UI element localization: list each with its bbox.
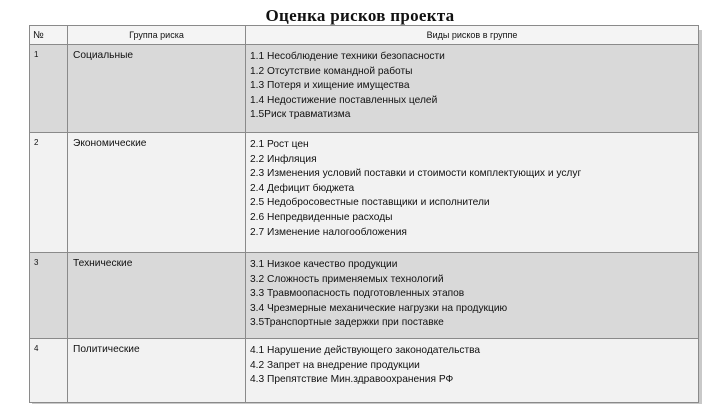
risk-item: 1.4 Недостижение поставленных целей (250, 94, 438, 106)
risk-item: 4.3 Препятствие Мин.здравоохранения РФ (250, 374, 454, 386)
page-title: Оценка рисков проекта (265, 6, 455, 25)
table-row (30, 339, 699, 403)
risk-item: 1.3 Потеря и хищение имущества (250, 80, 410, 92)
risk-group: Политические (68, 339, 246, 403)
risk-item: 1.2 Отсутствие командной работы (250, 65, 413, 77)
risk-types (246, 339, 699, 403)
risk-types (246, 45, 699, 133)
header-types: Виды рисков в группе (246, 26, 699, 45)
risk-item: 2.6 Непредвиденные расходы (250, 211, 393, 223)
risk-item: 3.1 Низкое качество продукции (250, 259, 398, 270)
table-header-row (30, 26, 699, 45)
risk-table (29, 25, 699, 403)
risk-group: Экономические (68, 133, 246, 253)
table-row (30, 133, 699, 253)
table-row (30, 253, 699, 339)
risk-item: 2.5 Недобросовестные поставщики и исполнители (250, 197, 490, 209)
row-number: 1 (30, 45, 68, 133)
risk-item: 2.1 Рост цен (250, 139, 309, 150)
row-number: 2 (30, 133, 68, 253)
row-number: 3 (30, 253, 68, 339)
risk-group: Технические (68, 253, 246, 339)
risk-item: 2.2 Инфляция (250, 153, 317, 165)
risk-item: 3.2 Сложность применяемых технологий (250, 273, 444, 285)
risk-types (246, 133, 699, 253)
risk-item: 2.4 Дефицит бюджета (250, 182, 355, 194)
header-num: № (30, 26, 68, 45)
risk-item: 3.3 Травмоопасность подготовленных этапов (250, 288, 465, 300)
risk-item: 4.1 Нарушение действующего законодательства (250, 345, 481, 356)
risk-item: 3.5Транспортные задержки при поставке (250, 317, 444, 329)
risk-group: Социальные (68, 45, 246, 133)
risk-item: 1.1 Несоблюдение техники безопасности (250, 51, 445, 62)
risk-types (246, 253, 699, 339)
header-group: Группа риска (68, 26, 246, 45)
risk-item: 1.5Риск травматизма (250, 109, 351, 121)
row-number: 4 (30, 339, 68, 403)
risk-item: 2.7 Изменение налогообложения (250, 226, 407, 238)
table-row (30, 45, 699, 133)
risk-item: 2.3 Изменения условий поставки и стоимости комплектующих и услуг (250, 168, 582, 180)
risk-item: 4.2 Запрет на внедрение продукции (250, 359, 420, 371)
risk-item: 3.4 Чрезмерные механические нагрузки на продукцию (250, 302, 508, 314)
